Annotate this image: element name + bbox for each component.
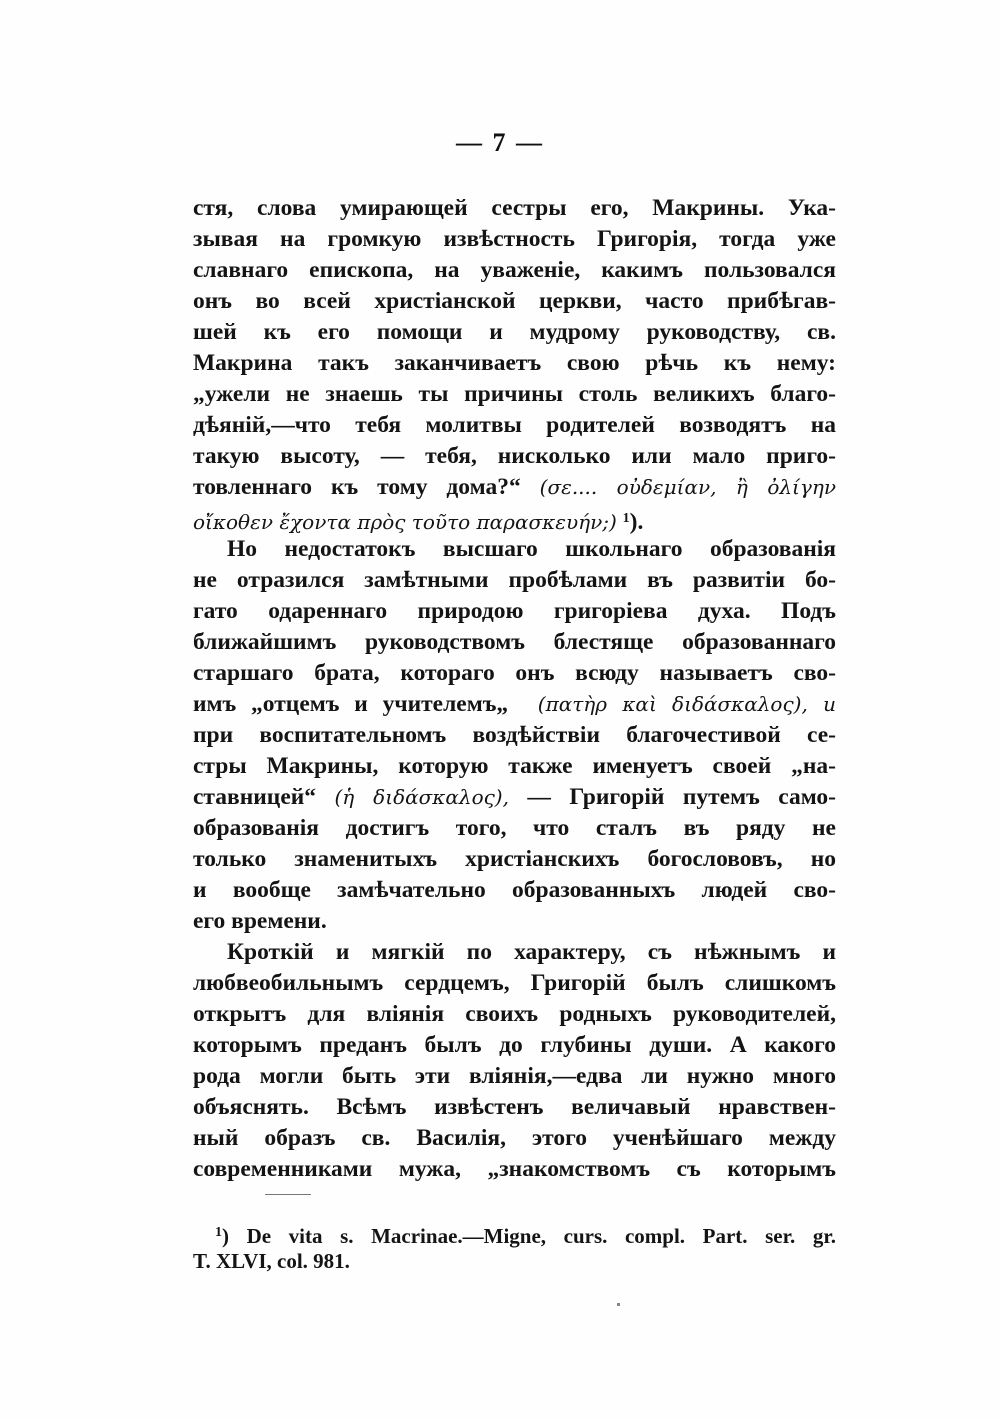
text-line: стры Макрины, которую также именуетъ своей „на- bbox=[193, 753, 836, 779]
text-line-with-greek bbox=[193, 689, 836, 720]
text-line: зывая на громкую извѣстность Григорія, тогда уже bbox=[193, 226, 836, 252]
text-line: гато одареннаго природою григоріева духа. Подъ bbox=[193, 598, 836, 624]
text-line: образованія достигъ того, что сталъ въ ряду не bbox=[193, 815, 836, 841]
greek-phrase: (ἡ διδάσκαλος), bbox=[334, 785, 509, 809]
text-line: и вообще замѣчательно образованныхъ людей сво- bbox=[193, 877, 836, 903]
text-fragment: товленнаго къ тому дома?“ bbox=[193, 474, 521, 500]
footnote-text: ) De vita s. Macrinae.—Migne, curs. compl. Part. ser. gr. bbox=[222, 1224, 836, 1248]
greek-phrase: (πατὴρ καὶ διδάσκαλος), и bbox=[537, 692, 836, 716]
text-line: Макрина такъ заканчиваетъ свою рѣчь къ нему: bbox=[193, 350, 836, 376]
text-line: такую высоту, — тебя, нисколько или мало приго- bbox=[193, 443, 836, 469]
footnote-line: T. XLVI, col. 981. bbox=[193, 1249, 350, 1273]
footnote-ref[interactable]: 1 bbox=[622, 511, 630, 526]
text-fragment: — Григорій путемъ само- bbox=[527, 784, 836, 810]
text-line: современниками мужа, „знакомствомъ съ которымъ bbox=[193, 1156, 836, 1182]
footnote-line bbox=[193, 1218, 836, 1247]
text-line: не отразился замѣтными пробѣлами въ развитіи бо- bbox=[193, 567, 836, 593]
text-line-with-greek bbox=[193, 782, 836, 813]
footnote-marker: 1 bbox=[215, 1225, 222, 1240]
paragraph-start-line: Кроткій и мягкій по характеру, съ нѣжнымъ и bbox=[227, 939, 836, 965]
text-fragment: ставницей“ bbox=[193, 784, 317, 810]
text-line: дѣяній,—что тебя молитвы родителей возводятъ на bbox=[193, 412, 836, 438]
text-line: славнаго епископа, на уваженіе, какимъ пользовался bbox=[193, 257, 836, 283]
text-line-with-greek bbox=[193, 503, 836, 534]
body-text bbox=[193, 193, 836, 1185]
text-line-with-greek bbox=[193, 472, 836, 503]
text-line: рода могли быть эти вліянія,—едва ли нужно много bbox=[193, 1063, 836, 1089]
text-line: ближайшимъ руководствомъ блестяще образованнаго bbox=[193, 629, 836, 655]
footnotes bbox=[193, 1218, 836, 1276]
text-line: объяснять. Всѣмъ извѣстенъ величавый нравствен- bbox=[193, 1094, 836, 1120]
text-line: шей къ его помощи и мудрому руководству, св. bbox=[193, 319, 836, 345]
text-line: при воспитательномъ воздѣйствіи благочестивой се- bbox=[193, 722, 836, 748]
paper-speck bbox=[617, 1303, 620, 1306]
text-line: „ужели не знаешь ты причины столь великихъ благо- bbox=[193, 381, 836, 407]
text-line: онъ во всей христіанской церкви, часто прибѣгав- bbox=[193, 288, 836, 314]
text-fragment: ). bbox=[629, 509, 644, 535]
greek-quote: (σε.... οὐδεμίαν, ἢ ὀλίγην bbox=[539, 475, 836, 499]
greek-quote: οἴκοθεν ἔχοντα πρὸς τοῦτο παρασκευήν;) bbox=[193, 510, 617, 534]
text-line: старшаго брата, котораго онъ всюду называетъ сво- bbox=[193, 660, 836, 686]
text-fragment: имъ „отцемъ и учителемъ„ bbox=[193, 691, 509, 717]
page-number: — 7 — bbox=[456, 128, 544, 157]
paragraph-start-line: Но недостатокъ высшаго школьнаго образованія bbox=[227, 536, 836, 562]
text-line: открытъ для вліянія своихъ родныхъ руководителей, bbox=[193, 1001, 836, 1027]
text-line: только знаменитыхъ христіанскихъ богослововъ, но bbox=[193, 846, 836, 872]
text-line: которымъ преданъ былъ до глубины души. А какого bbox=[193, 1032, 836, 1058]
text-line: ный образъ св. Василія, этого ученѣйшаго между bbox=[193, 1125, 836, 1151]
text-line: любвеобильнымъ сердцемъ, Григорій былъ слишкомъ bbox=[193, 970, 836, 996]
text-line: стя, слова умирающей сестры его, Макрины. Ука- bbox=[193, 195, 836, 221]
text-line: его времени. bbox=[193, 908, 327, 934]
footnote-separator bbox=[265, 1194, 311, 1195]
